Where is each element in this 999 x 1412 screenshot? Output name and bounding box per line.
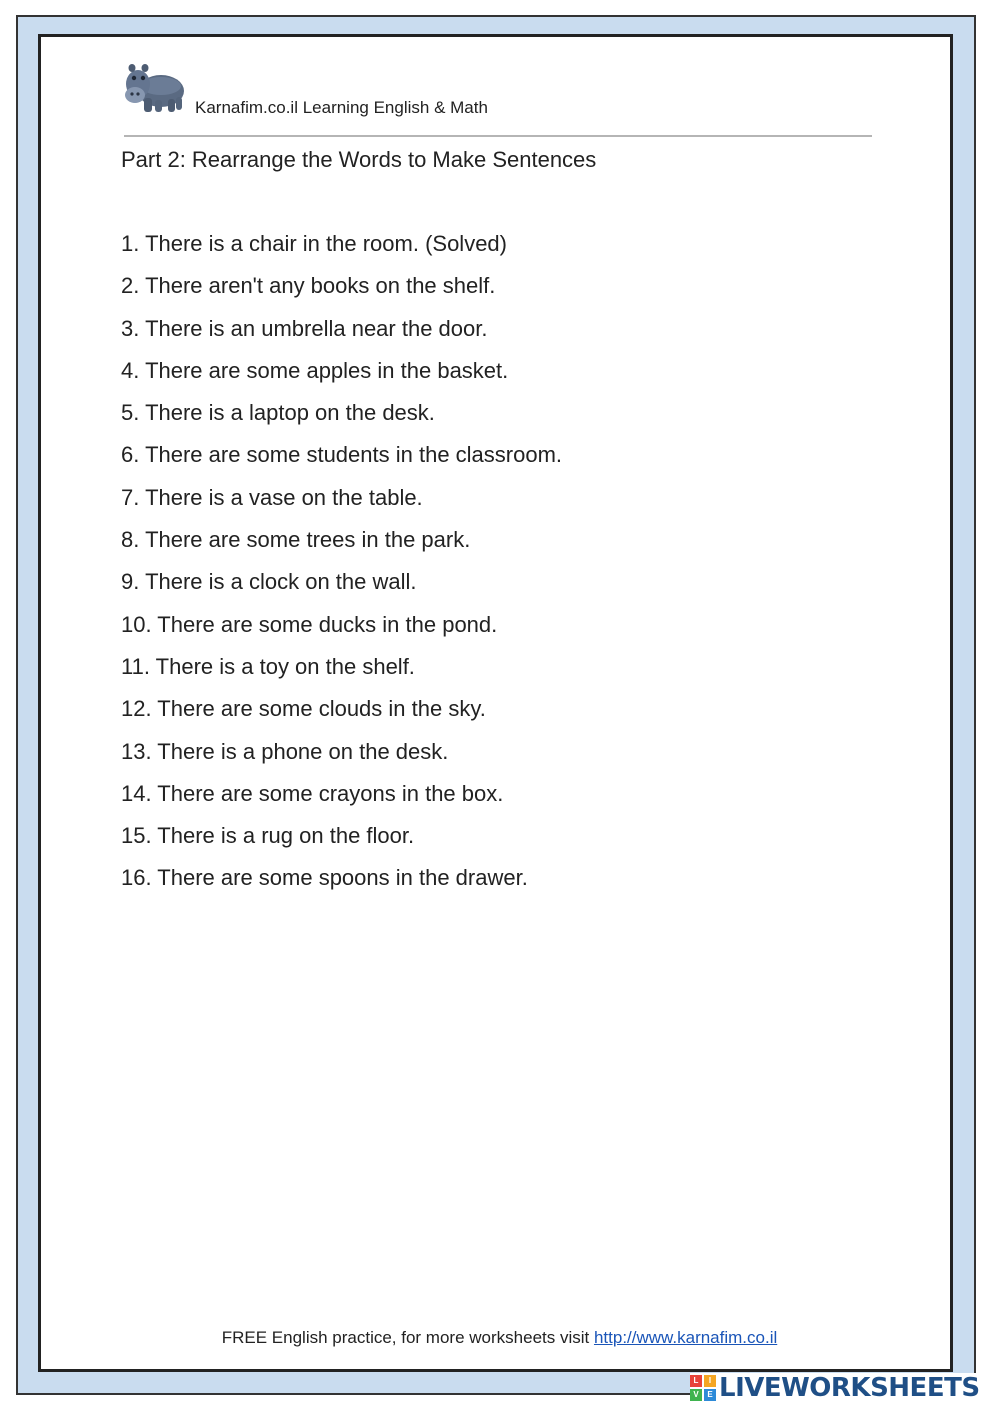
sentence-item: 5. There is a laptop on the desk. [121,400,435,426]
logo-letter-v: V [690,1389,702,1401]
sentence-item: 8. There are some trees in the park. [121,527,471,553]
logo-letter-l: L [690,1375,702,1387]
sentence-item: 16. There are some spoons in the drawer. [121,865,528,891]
footer-text: FREE English practice, for more worksheets visit [221,1328,594,1347]
liveworksheets-logo-icon [690,1375,716,1401]
logo-letter-i: I [704,1375,716,1387]
sentence-item: 12. There are some clouds in the sky. [121,696,486,722]
sentence-item: 1. There is a chair in the room. (Solved) [121,231,507,256]
sentence-item: 2. There aren't any books on the shelf. [121,273,496,299]
sentence-item: 15. There is a rug on the floor. [121,823,415,849]
sentence-list [121,229,562,906]
sentence-item: 4. There are some apples in the basket. [121,357,509,383]
sentence-item: 6. There are some students in the classroom. [121,442,563,468]
sentence-item: 3. There is an umbrella near the door. [121,315,488,341]
sentence-item: 13. There is a phone on the desk. [121,738,449,764]
sentence-item: 9. There is a clock on the wall. [121,569,417,595]
part-title: Part 2: Rearrange the Words to Make Sentences [121,147,597,172]
footer [0,1328,999,1348]
site-title: Karnafim.co.il Learning English & Math [195,98,488,117]
sentence-item: 10. There are some ducks in the pond. [121,611,498,637]
sentence-item: 11. There is a toy on the shelf. [121,653,415,679]
liveworksheets-badge[interactable] [690,1373,984,1403]
logo-letter-e: E [704,1389,716,1401]
footer-link[interactable]: http://www.karnafim.co.il [593,1328,778,1347]
sentence-item: 7. There is a vase on the table. [121,484,423,510]
sentence-item: 14. There are some crayons in the box. [121,780,504,806]
hippo-icon [124,62,186,114]
liveworksheets-text: LIVEWORKSHEETS [719,1373,980,1403]
header-divider [124,135,872,137]
